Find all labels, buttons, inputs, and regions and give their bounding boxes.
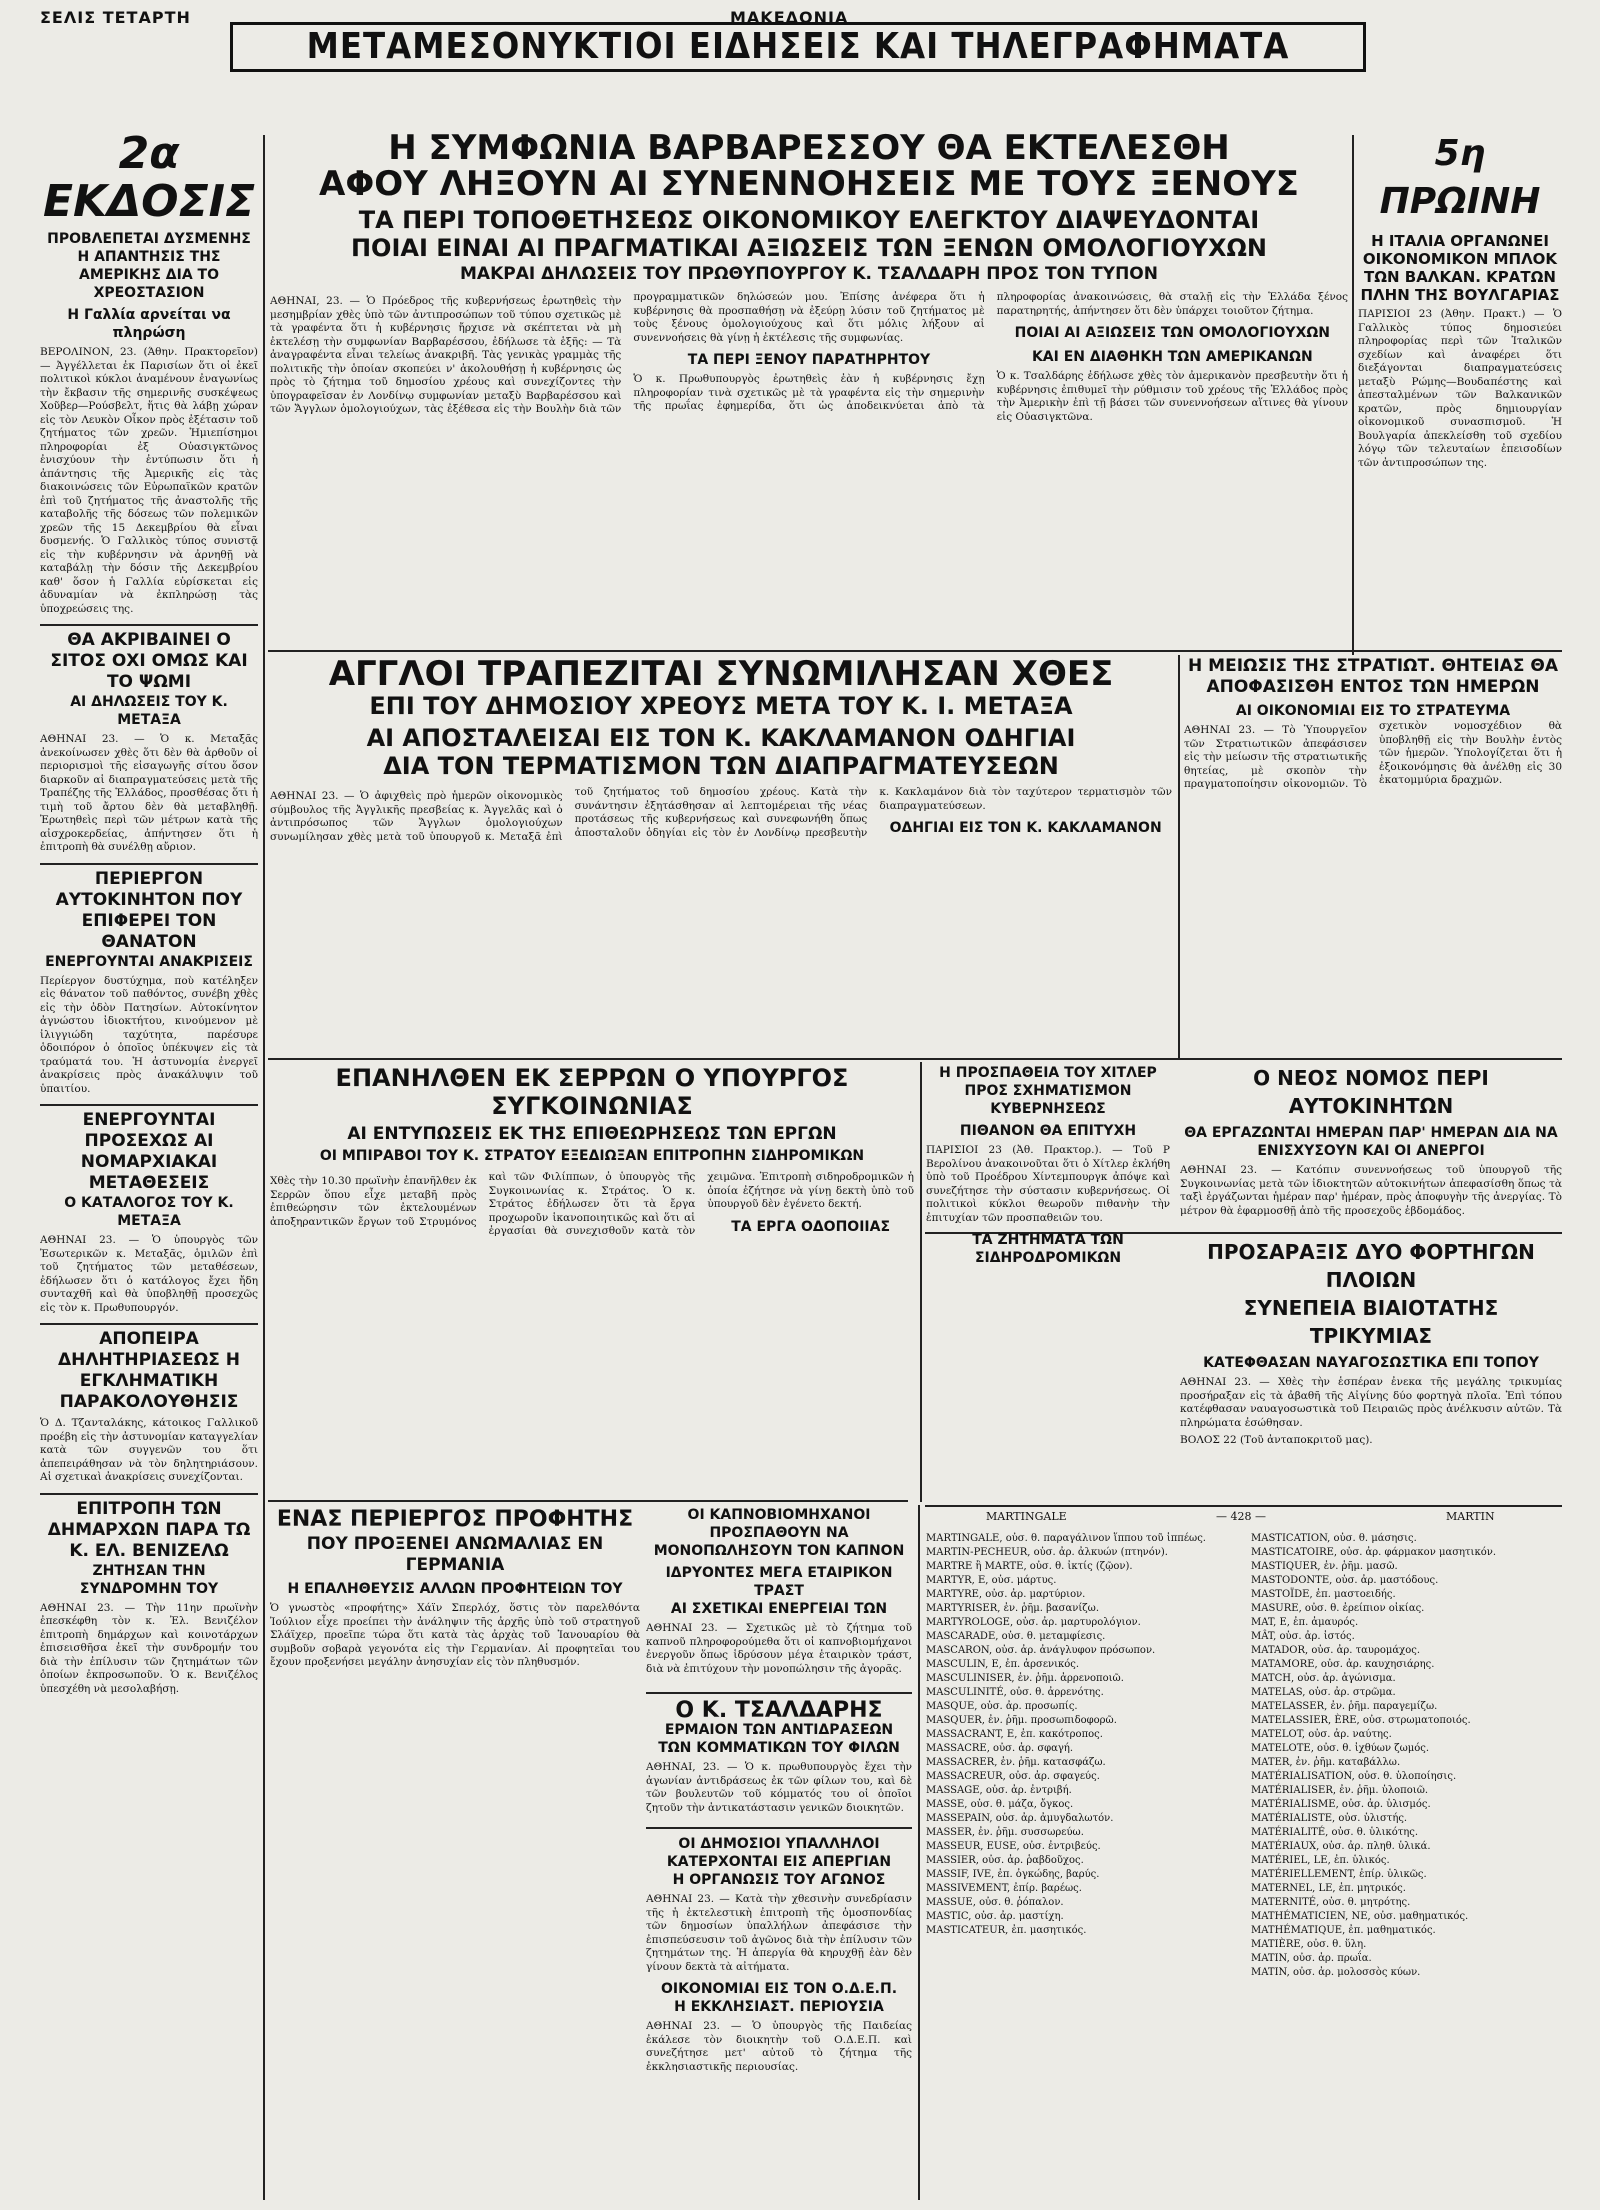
lead-subheadline: ΠΟΙΑΙ ΕΙΝΑΙ ΑΙ ΠΡΑΓΜΑΤΙΚΑΙ ΑΞΙΩΣΕΙΣ ΤΩΝ ΞΕΝΩΝ ΟΜΟΛΟΓΙΟΥΧΩΝ (350, 234, 1268, 262)
dictionary-entry: MASSUE, οὐσ. θ. ῥόπαλον. (926, 1897, 1064, 1908)
lead-headline: Η ΣΥΜΦΩΝΙΑ ΒΑΡΒΑΡΕΣΣΟΥ ΘΑ ΕΚΤΕΛΕΣΘΗ (388, 130, 1230, 168)
subheadline: ΘΑ ΕΡΓΑΖΩΝΤΑΙ ΗΜΕΡΑΝ ΠΑΡ' ΗΜΕΡΑΝ ΔΙΑ ΝΑ ΕΝΙΣΧΥΣΟΥΝ ΚΑΙ ΟΙ ΑΝΕΡΓΟΙ (1184, 1125, 1558, 1159)
dictionary-left-guide: MARTINGALE (986, 1510, 1067, 1523)
dictionary-header (926, 1510, 1562, 1528)
dictionary-entry: MASTICATOIRE, οὐσ. ἀρ. φάρμακον μασητικόν. (1251, 1547, 1496, 1558)
headline: ΣΥΝΕΠΕΙΑ ΒΙΑΙΟΤΑΤΗΣ ΤΡΙΚΥΜΙΑΣ (1243, 1296, 1499, 1348)
headline: ΕΝΕΡΓΟΥΝΤΑΙ ΠΡΟΣΕΧΩΣ ΑΙ ΝΟΜΑΡΧΙΑΚΑΙ ΜΕΤΑΘΕΣΕΙΣ (40, 1104, 258, 1194)
dictionary-entry: MATÉRIALISER, ἐν. ῥῆμ. ὑλοποιῶ. (1251, 1785, 1429, 1796)
dictionary-entry: MASSAGE, οὐσ. ἀρ. ἐντριβή. (926, 1785, 1072, 1796)
article-body: ΑΘΗΝΑΙ, 23. — Ὁ Πρόεδρος τῆς κυβερνήσεως ἐρωτηθεὶς τὴν μεσημβρίαν χθὲς ὑπὸ τῶν ἀντιπροσώπων τοῦ τύπου σχετικῶς μὲ τὰ γραφέντα ὅτι ἡ κυβέρνησις ἤρχισε νὰ σκέπτεται νὰ μὴ ἐκτελέσῃ τὴν συμφωνίαν Βαρβαρέσσου, ἐδήλωσε τὰ ἑξῆς: — Τὰ ἀναγραφέντα εἶναι τελείως ἀνακριβῆ. Τὰς γενικὰς γραμμὰς τῆς πολιτικῆς τὴν ὁποίαν σκοπεύει ν' ἀκολουθήσῃ ἡ κυβέρνησις ὡς πρὸς τὸ ζήτημα τοῦ δημοσίου χρέους καὶ συνεχίζοντες τὴν ὑπογραφεῖσαν ἐν Λονδίνῳ συμφωνίαν μεταξὺ Βαρβαρέσσου καὶ τῶν Ἄγγλων ὁμολογιούχων, τὰς ἐξέθεσα εἰς τὴν Βουλὴν διὰ τῶν προγραμματικῶν δηλώσεών μου. Ἐπίσης ἀνέφερα ὅτι ἡ κυβέρνησις θὰ προσπαθήσῃ νὰ ἐξεύρῃ λύσιν τοῦ ζητήματος μὲ τοὺς ξένους ὁμολογιούχους καὶ ὅτι μόλις λήξουν αἱ συνεννοήσεις θὰ γίνῃ ἡ ἐκτέλεσις τῆς συμφωνίας. (270, 291, 985, 415)
inset-headline: ΤΑ ΠΕΡΙ ΞΕΝΟΥ ΠΑΡΑΤΗΡΗΤΟΥ (687, 352, 931, 368)
column-rule (263, 135, 265, 2200)
article-body: Περίεργον δυστύχημα, ποὺ κατέληξεν εἰς θάνατον τοῦ παθόντος, συνέβη χθὲς εἰς τὴν ὁδὸν Πατησίων. Αὐτοκίνητον ἀγνώστου ἰδιοκτήτου, κινούμενον μὲ ἰλιγγιώδη ταχύτητα, παρέσυρε ὁδοιπόρον ὁ ὁποῖος ὑπέκυψεν εἰς τὰ τραύματά του. Ἡ ἀστυνομία ἐνεργεῖ ἀνακρίσεις πρὸς ἀνακάλυψιν τοῦ ὑπαιτίου. (40, 974, 258, 1095)
subheadline: ΕΡΜΑΙΟΝ ΤΩΝ ΑΝΤΙΔΡΑΣΕΩΝ ΤΩΝ ΚΟΜΜΑΤΙΚΩΝ ΤΟΥ ΦΙΛΩΝ (658, 1722, 900, 1756)
subheadline: Η Γαλλία αρνείται να πληρώση (67, 307, 231, 341)
dictionary-entry: MATÉRIALITÉ, οὐσ. θ. ὑλικότης. (1251, 1827, 1419, 1838)
inset-headline: ΠΟΙΑΙ ΑΙ ΑΞΙΩΣΕΙΣ ΤΩΝ ΟΜΟΛΟΓΙΟΥΧΩΝ (1014, 325, 1330, 341)
dictionary-page-number: — 428 — (1216, 1510, 1266, 1523)
article-body: Χθὲς τὴν 10.30 πρωϊνὴν ἐπανῆλθεν ἐκ Σερρῶν ὅπου εἶχε μεταβῆ πρὸς ἐπιθεώρησιν τῶν ἐκτελουμένων ἀποξηραντικῶν ἔργων τοῦ Στρυμόνος καὶ τῶν Φιλίππων, ὁ ὑπουργὸς τῆς Συγκοινωνίας κ. Στράτος. Ὁ κ. Στράτος ἐδήλωσεν ὅτι τὰ ἔργα προχωροῦν ἱκανοποιητικῶς καὶ ὅτι αἱ ἐργασίαι θὰ συνεχισθοῦν κατὰ τὸν χειμῶνα. Ἐπιτροπὴ σιδηροδρομικῶν ἡ ὁποία ἐζήτησε νὰ γίνῃ δεκτὴ ὑπὸ τοῦ ὑπουργοῦ δὲν ἐγένετο δεκτή. (270, 1171, 914, 1237)
headline: Η ΜΕΙΩΣΙΣ ΤΗΣ ΣΤΡΑΤΙΩΤ. ΘΗΤΕΙΑΣ ΘΑ ΑΠΟΦΑΣΙΣΘΗ ΕΝΤΟΣ ΤΩΝ ΗΜΕΡΩΝ (1188, 656, 1558, 697)
dictionary-entry: MASSIVEMENT, ἐπίρ. βαρέως. (926, 1883, 1082, 1894)
inset-headline: ΟΔΗΓΙΑΙ ΕΙΣ ΤΟΝ Κ. ΚΑΚΛΑΜΑΝΟΝ (889, 820, 1162, 836)
headline: Ο ΝΕΟΣ ΝΟΜΟΣ ΠΕΡΙ ΑΥΤΟΚΙΝΗΤΩΝ (1253, 1066, 1489, 1118)
hitler-story (926, 1064, 1170, 1496)
dictionary-entry: MARTYRISER, ἐν. ῥῆμ. βασανίζω. (926, 1603, 1099, 1614)
tobacco-story (646, 1506, 912, 2200)
dictionary-entry: MATELAS, οὐσ. ἀρ. στρῶμα. (1251, 1687, 1396, 1698)
headline: Ο Κ. ΤΣΑΛΔΑΡΗΣ (646, 1692, 912, 1721)
subheadline: ΑΙ ΣΧΕΤΙΚΑΙ ΕΝΕΡΓΕΙΑΙ ΤΩΝ (670, 1601, 888, 1617)
article-body: Ὁ Δ. Τζανταλάκης, κάτοικος Γαλλικοῦ προέβη εἰς τὴν ἀστυνομίαν καταγγελίαν κατὰ τῶν συγγενῶν του ὅτι ἀπεπειράθησαν νὰ τὸν δηλητηριάσουν. Αἱ σχετικαὶ ἀνακρίσεις συνεχίζονται. (40, 1417, 258, 1483)
section-rule (268, 1058, 1562, 1060)
dictionary-entry: MATELASSIER, ÈRE, οὐσ. στρωματοποιός. (1251, 1715, 1471, 1726)
dictionary-entry: MASTICATION, οὐσ. θ. μάσησις. (1251, 1533, 1417, 1544)
right-column (1358, 130, 1562, 650)
lead-subheadline: ΤΑ ΠΕΡΙ ΤΟΠΟΘΕΤΗΣΕΩΣ ΟΙΚΟΝΟΜΙΚΟΥ ΕΛΕΓΚΤΟΥ ΔΙΑΨΕΥΔΟΝΤΑΙ (358, 206, 1260, 234)
dictionary-entry: MASURE, οὐσ. θ. ἐρείπιον οἰκίας. (1251, 1603, 1425, 1614)
subheadline: ΙΔΡΥΟΝΤΕΣ ΜΕΓΑ ΕΤΑΙΡΙΚΟΝ ΤΡΑΣΤ (665, 1565, 893, 1599)
column-rule (918, 1505, 920, 2200)
dictionary-entry: MASSER, ἐν. ῥῆμ. συσσωρεύω. (926, 1827, 1084, 1838)
section-rule (268, 1500, 908, 1502)
subheadline: ΔΙΑ ΤΟΝ ΤΕΡΜΑΤΙΣΜΟΝ ΤΩΝ ΔΙΑΠΡΑΓΜΑΤΕΥΣΕΩΝ (383, 752, 1059, 780)
dictionary-entry: MASCULINISER, ἐν. ῥῆμ. ἀρρενοποιῶ. (926, 1673, 1124, 1684)
article-body: ΒΕΡΟΛΙΝΟΝ, 23. (Άθην. Πρακτορεῖον) — Ἀγγέλλεται ἐκ Παρισίων ὅτι οἱ ἐκεῖ πολιτικοὶ κύκλοι ἀναμένουν ἐναγωνίως τὴν ἔκβασιν τῆς σημερινῆς συσκέψεως Χοῦβερ—Ρούσβελτ, ἥτις θὰ λάβῃ χώραν εἰς τὸν Λευκὸν Οἶκον πρὸς ἐξέτασιν τοῦ ζητήματος τῶν χρεῶν. Ἡμιεπίσημοι πληροφορίαι ἐξ Οὐασιγκτῶνος ἐνισχύουν τὴν ἐντύπωσιν ὅτι ἡ ἀπάντησις τῆς Ἀμερικῆς εἰς τὰς διακοινώσεις τῶν Εὐρωπαϊκῶν κρατῶν ἐπὶ τοῦ ζητήματος τῆς ἀναστολῆς τῆς καταβολῆς τῆς δόσεως τῶν πολεμικῶν χρεῶν τῆς 15 Δεκεμβρίου θὰ εἶναι δυσμενής. Ὁ Γαλλικὸς τύπος συνιστᾷ εἰς τὴν κυβέρνησιν νὰ ἀρνηθῇ νὰ καταβάλῃ τὴν δόσιν τῆς Δεκεμβρίου καθ' ὅσον ἡ Γαλλία εὑρίσκεται εἰς ἀδυναμίαν νὰ ἐκπληρώσῃ τὰς ὑποχρεώσεις της. (40, 346, 258, 615)
dictionary-entry: MATAMORE, οὐσ. ἀρ. καυχησιάρης. (1251, 1659, 1435, 1670)
dictionary-entry: MARTYR, E, οὐσ. μάρτυς. (926, 1575, 1057, 1586)
dictionary-entry: MASSE, οὐσ. θ. μάζα, ὄγκος. (926, 1799, 1074, 1810)
headline: ΕΠΑΝΗΛΘΕΝ ΕΚ ΣΕΡΡΩΝ Ο ΥΠΟΥΡΓΟΣ ΣΥΓΚΟΙΝΩΝΙΑΣ (335, 1064, 849, 1120)
headline: Η ΠΡΟΣΠΑΘΕΙΑ ΤΟΥ ΧΙΤΛΕΡ ΠΡΟΣ ΣΧΗΜΑΤΙΣΜΟΝ ΚΥΒΕΡΝΗΣΕΩΣ (939, 1065, 1157, 1117)
dictionary-entry: MASSEPAIN, οὐσ. ἀρ. ἀμυγδαλωτόν. (926, 1813, 1114, 1824)
dictionary-entry: MASSACREUR, οὐσ. ἀρ. σφαγεύς. (926, 1771, 1100, 1782)
dictionary-entry: MASTIC, οὐσ. ἀρ. μαστίχη. (926, 1911, 1064, 1922)
edition-label: 5η ΠΡΩΙΝΗ (1379, 133, 1541, 222)
article-body: Ὁ γνωστὸς «προφήτης» Χάϊν Σπερλόχ, ὅστις τὸν παρελθόντα Ἰούλιον εἶχε προείπει τὴν ἀνάληψιν τῆς ἀρχῆς ὑπὸ τοῦ στρατηγοῦ Σλάϊχερ, προεῖπε τώρα ὅτι κατὰ τὰς ἀρχὰς τοῦ Ἰανουαρίου θὰ συμβοῦν σοβαρὰ γεγονότα εἰς τὴν Γερμανίαν. Αἱ προφητεῖαι του ἔχουν προξενήσει μεγάλην ἀνησυχίαν εἰς τὸν πληθυσμόν. (270, 1602, 640, 1668)
left-column (40, 130, 258, 2200)
dictionary-entry: MASQUE, οὐσ. ἀρ. προσωπίς. (926, 1701, 1078, 1712)
minister-columns (270, 1171, 914, 1239)
dictionary-entry: MASSACRANT, E, ἐπ. κακότροπος. (926, 1729, 1103, 1740)
dictionary-entry: MATIÈRE, οὐσ. θ. ὕλη. (1251, 1939, 1367, 1950)
dictionary-entry: MASTOÏDE, ἐπ. μαστοειδής. (1251, 1589, 1396, 1600)
dictionary-entry: MASSEUR, EUSE, οὐσ. ἐντριβεύς. (926, 1841, 1101, 1852)
subheadline: Η ΟΡΓΑΝΩΣΙΣ ΤΟΥ ΑΓΩΝΟΣ (672, 1872, 886, 1888)
headline: ΘΑ ΑΚΡΙΒΑΙΝΕΙ Ο ΣΙΤΟΣ ΟΧΙ ΟΜΩΣ ΚΑΙ ΤΟ ΨΩΜΙ (40, 624, 258, 693)
dictionary-entry: MARTYROLOGE, οὐσ. ἀρ. μαρτυρολόγιον. (926, 1617, 1141, 1628)
article-body: ΑΘΗΝΑΙ 23. — Τὴν 11ην πρωϊνὴν ἐπεσκέφθη τὸν κ. Ἐλ. Βενιζέλον ἐπιτροπὴ δημάρχων καὶ κοινοτάρχων ἐπισεισθῆσα ἐκεῖ τὴν συνδρομήν του διὰ τὴν ἐπίλυσιν τῶν ζητημάτων τῶν ὁποίων ἐκπροσωποῦν. Ὁ κ. Βενιζέλος ὑπεσχέθη νὰ μεσολαβήσῃ. (40, 1601, 258, 1695)
article-body: ΑΘΗΝΑΙ 23. — Ὁ ὑπουργὸς τῶν Ἐσωτερικῶν κ. Μεταξᾶς, ὁμιλῶν ἐπὶ τοῦ ζητήματος τῶν μεταθέσεων, ἐδήλωσεν ὅτι ὁ κατάλογος ἔχει ἤδη συνταχθῆ καὶ θὰ ὑποβληθῇ προσεχῶς εἰς τὸν κ. Πρωθυπουργόν. (40, 1234, 258, 1314)
headline: ΠΡΟΣΑΡΑΞΙΣ ΔΥΟ ΦΟΡΤΗΓΩΝ ΠΛΟΙΩΝ (1207, 1240, 1535, 1292)
dictionary-entry: MASQUER, ἐν. ῥῆμ. προσωπιδοφορῶ. (926, 1715, 1117, 1726)
dictionary-entry: MASCARADE, οὐσ. θ. μεταμφίεσις. (926, 1631, 1106, 1642)
column-rule (1178, 655, 1180, 1060)
dictionary-columns (926, 1532, 1562, 1980)
dictionary-entry: MATELOTE, οὐσ. θ. ἰχθύων ζωμός. (1251, 1743, 1430, 1754)
subheadline: Η ΕΚΚΛΗΣΙΑΣΤ. ΠΕΡΙΟΥΣΙΑ (674, 1999, 884, 2015)
dictionary-entry: MASSACRER, ἐν. ῥῆμ. κατασφάζω. (926, 1757, 1106, 1768)
article-body: ΑΘΗΝΑΙ 23. — Τὸ Ὑπουργεῖον τῶν Στρατιωτικῶν ἀπεφάσισεν εἰς τὴν μείωσιν τῆς στρατιωτικῆς θητείας, μὲ σκοπὸν τὴν πραγματοποίησιν οἰκονομιῶν. Τὸ σχετικὸν νομοσχέδιον θὰ ὑποβληθῇ εἰς τὴν Βουλὴν ἐντὸς τῶν ἡμερῶν. Ὑπολογίζεται ὅτι ἡ ἐξοικονόμησις θὰ ἀνέλθῃ εἰς 30 ἑκατομμύρια δραχμῶν. (1184, 720, 1562, 790)
dictionary-entry: MÂT, οὐσ. ἀρ. ἱστός. (1251, 1631, 1355, 1642)
dictionary-entry: MATERNEL, LE, ἐπ. μητρικός. (1251, 1883, 1406, 1894)
headline: ΕΠΙ ΤΟΥ ΔΗΜΟΣΙΟΥ ΧΡΕΟΥΣ ΜΕΤΑ ΤΟΥ Κ. Ι. ΜΕΤΑΞΑ (369, 692, 1073, 720)
minister-story (270, 1064, 914, 1496)
article-body: ΑΘΗΝΑΙ 23. — Κατὰ τὴν χθεσινὴν συνεδρίασιν τῆς ἡ ἐκτελεστικὴ ἐπιτροπὴ τῆς ὁμοσπονδίας τῶν δημοσίων ὑπαλλήλων ἀπεφάσισε τὴν ἐπισπεύσευσιν τοῦ ἀγῶνος διὰ τὴν ἐπίλυσιν τῶν ζητημάτων της. Ἡ ἀπεργία θὰ κηρυχθῇ ἐὰν δὲν γίνουν δεκτὰ τὰ αἰτήματα. (646, 1893, 912, 1973)
headline: ΟΙ ΔΗΜΟΣΙΟΙ ΥΠΑΛΛΗΛΟΙ ΚΑΤΕΡΧΟΝΤΑΙ ΕΙΣ ΑΠΕΡΓΙΑΝ (646, 1827, 912, 1871)
dictionary-entry: MATÉRIALISTE, οὐσ. ὑλιστής. (1251, 1813, 1408, 1824)
dictionary-entry: MASSIF, IVE, ἐπ. ὀγκώδης, βαρύς. (926, 1869, 1100, 1880)
article-body: Ὁ κ. Τσαλδάρης ἐδήλωσε χθὲς τὸν ἀμερικανὸν πρεσβευτὴν ὅτι ἡ κυβέρνησις ἐπιθυμεῖ τὴν ρύθμισιν τοῦ χρέους τῆς Ἑλλάδος πρὸς τὴν Ἀμερικὴν ἐπὶ τῇ βάσει τῶν συνεννοήσεων αἵτινες θὰ γίνουν εἰς Οὐασιγκτῶνα. (996, 370, 1348, 423)
dictionary-entry: MASTICATEUR, ἐπ. μασητικός. (926, 1925, 1087, 1936)
dictionary-entry: MASSIER, οὐσ. ἀρ. ῥαβδοῦχος. (926, 1855, 1084, 1866)
dictionary-entry: MATÉRIELLEMENT, ἐπίρ. ὑλικῶς. (1251, 1869, 1427, 1880)
dictionary-right-guide: MARTIN (1446, 1510, 1495, 1523)
subheadline: Η ΕΠΑΛΗΘΕΥΣΙΣ ΑΛΛΩΝ ΠΡΟΦΗΤΕΙΩΝ ΤΟΥ (287, 1581, 623, 1597)
article-body: ΑΘΗΝΑΙ 23. — Σχετικῶς μὲ τὸ ζήτημα τοῦ καπνοῦ πληροφορούμεθα ὅτι οἱ καπνοβιομήχανοι ἐνεργοῦν ὅπως ἱδρύσουν μέγα ἑταιρικὸν τράστ, διὰ νὰ ἐπιτύχουν τὴν μονοπώλησιν τῆς ἀγορᾶς. (646, 1622, 912, 1675)
dictionary-entry: MASCULINITÉ, οὐσ. θ. ἀρρενότης. (926, 1687, 1104, 1698)
dictionary-column (1251, 1532, 1562, 1980)
headline: ΠΡΟΒΛΕΠΕΤΑΙ ΔΥΣΜΕΝΗΣ Η ΑΠΑΝΤΗΣΙΣ ΤΗΣ ΑΜΕΡΙΚΗΣ ΔΙΑ ΤΟ ΧΡΕΟΣΤΑΣΙΟΝ (47, 231, 251, 301)
subheadline: ΑΙ ΑΠΟΣΤΑΛΕΙΣΑΙ ΕΙΣ ΤΟΝ Κ. ΚΑΚΛΑΜΑΝΟΝ ΟΔΗΓΙΑΙ (366, 724, 1076, 752)
lead-story (270, 130, 1348, 648)
dictionary-page (926, 1510, 1562, 2200)
army-story (1184, 656, 1562, 1054)
section-rule (268, 650, 1562, 652)
column-rule (1352, 135, 1354, 655)
dictionary-entry: MATERNITÉ, οὐσ. θ. μητρότης. (1251, 1897, 1411, 1908)
bankers-story (270, 656, 1172, 1054)
dictionary-entry: MAT, E, ἐπ. ἀμαυρός. (1251, 1617, 1359, 1628)
dictionary-entry: MATHÉMATICIEN, NE, οὐσ. μαθηματικός. (1251, 1911, 1469, 1922)
dictionary-entry: MATELASSER, ἐν. ῥῆμ. παραγεμίζω. (1251, 1701, 1438, 1712)
article-body: ΑΘΗΝΑΙ 23. — Χθὲς τὴν ἑσπέραν ἐνεκα τῆς μεγάλης τρικυμίας προσήραξαν εἰς τὰ ἀβαθῆ τῆς Αἰγίνης δύο φορτηγὰ πλοῖα. Ἐπὶ τόπου κατέφθασαν ναυαγοσωστικὰ τοῦ Πειραιῶς πρὸς ἀνέλκυσιν αὐτῶν. Τὰ πληρώματα ἐσώθησαν. (1180, 1376, 1562, 1429)
army-columns (1184, 720, 1562, 792)
paper-name: ΜΑΚΕΔΟΝΙΑ (730, 8, 849, 27)
dictionary-entry: MATCH, οὐσ. ἀρ. ἀγώνισμα. (1251, 1673, 1396, 1684)
subheadline: ΑΙ ΟΙΚΟΝΟΜΙΑΙ ΕΙΣ ΤΟ ΣΤΡΑΤΕΥΜΑ (1235, 703, 1511, 719)
subheadline: Ο ΚΑΤΑΛΟΓΟΣ ΤΟΥ Κ. ΜΕΤΑΞΑ (64, 1195, 234, 1229)
article-body: Ὁ κ. Πρωθυπουργὸς ἐρωτηθεὶς ἐὰν ἡ κυβέρνησις ἔχῃ πληροφορίαν τινὰ σχετικῶς μὲ τὰ γραφέντα εἰς τὴν σημερινὴν τῆς πρωΐας ἐφημερίδα, ὅτι ὡς ἀποδεικνύεται ἀπὸ τὰ πληροφορίας ἀνακοινώσεις, θὰ σταλῇ εἰς τὴν Ἑλλάδα ξένος παρατηρητής, ἀπήντησεν ὅτι δὲν ὑπάρχει τοιοῦτον ζήτημα. (633, 291, 1348, 412)
subheadline: ΕΝΕΡΓΟΥΝΤΑΙ ΑΝΑΚΡΙΣΕΙΣ (45, 953, 253, 970)
lead-columns (270, 291, 1348, 424)
dictionary-entry: MATELOT, οὐσ. ἀρ. ναύτης. (1251, 1729, 1392, 1740)
bankers-columns (270, 786, 1172, 844)
article-body: ΑΘΗΝΑΙ 23. — Κατόπιν συνεννοήσεως τοῦ ὑπουργοῦ τῆς Συγκοινωνίας μετὰ τῶν ἰδιοκτητῶν αὐτοκινήτων ἀπεφασίσθη ὅπως τὰ ταξὶ ἐργάζωνται ἡμέραν παρ' ἡμέραν, πρὸς ἀποφυγὴν τῆς ἀνεργίας. Τὸ μέτρον θὰ ἐφαρμοσθῇ ἀπὸ τῆς προσεχοῦς ἑβδομάδος. (1180, 1164, 1562, 1217)
article-body: ΑΘΗΝΑΙ 23. — Ὁ κ. Μεταξᾶς ἀνεκοίνωσεν χθὲς ὅτι δὲν θὰ ἀρθοῦν οἱ περιορισμοὶ τῆς εἰσαγωγῆς σίτου ὅσον διαρκοῦν αἱ διαπραγματεύσεις μετὰ τῆς Τραπέζης τῆς Ἑλλάδος, προσθέσας ὅτι ἡ τιμὴ τοῦ ἄρτου δὲν θὰ μεταβληθῇ. Ἐρωτηθεὶς περὶ τῶν μέτρων κατὰ τῆς αἰσχροκερδείας, ἀπήντησεν ὅτι ἡ ἐπιτροπὴ θὰ συνέλθῃ αὔριον. (40, 733, 258, 853)
dictionary-entry: MASSACRE, οὐσ. ἀρ. σφαγή. (926, 1743, 1074, 1754)
dictionary-entry: MATIN, οὐσ. ἀρ. πρωΐα. (1251, 1953, 1372, 1964)
article-body: ΠΑΡΙΣΙΟΙ 23 (Ἀθην. Πρακτ.) — Ὁ Γαλλικὸς τύπος δημοσιεύει πληροφορίας περὶ τῶν Ἰταλικῶν σχεδίων καὶ ἀναφέρει ὅτι διεξάγονται διαπραγματεύσεις μεταξὺ Ρώμης—Βουδαπέστης καὶ ἀπεσταλμένων τῶν Βαλκανικῶν κρατῶν, πρὸς δημιουργίαν οἰκονομικοῦ συνασπισμοῦ. Ἡ Βουλγαρία ἀπεκλείσθη τοῦ σχεδίου λόγῳ τῶν τελευταίων ἐπεισοδίων τῶν ἀντιπροσώπων της. (1358, 308, 1562, 469)
dictionary-entry: MARTINGALE, οὐσ. θ. παραγάλινον ἵππου τοῦ ἱππέως. (926, 1533, 1206, 1544)
section-rule (925, 1505, 1562, 1507)
dictionary-entry: MATÉRIALISATION, οὐσ. θ. ὑλοποίησις. (1251, 1771, 1457, 1782)
dictionary-entry: MARTRE ἢ MARTE, οὐσ. θ. ἰκτίς (ζῷον). (926, 1561, 1133, 1572)
dictionary-entry: MASTODONTE, οὐσ. ἀρ. μαστόδους. (1251, 1575, 1439, 1586)
dictionary-entry: MATADOR, οὐσ. ἀρ. ταυρομάχος. (1251, 1645, 1421, 1656)
article-body: ΑΘΗΝΑΙ 23. — Ὁ ἀφιχθεὶς πρὸ ἡμερῶν οἰκονομικὸς σύμβουλος τῆς Ἀγγλικῆς πρεσβείας κ. Ἀγγελᾶς καὶ ὁ ἀντιπρόσωπος τῶν Ἄγγλων ὁμολογιούχων συνωμίλησαν χθὲς μετὰ τοῦ ὑπουργοῦ κ. Μεταξᾶ ἐπὶ τοῦ ζητήματος τοῦ δημοσίου χρέους. Κατὰ τὴν συνάντησιν ἐξητάσθησαν αἱ λεπτομέρειαι τῆς νέας προτάσεως τῆς κυβερνήσεως καὶ συνεφωνήθη ὅπως ἀποσταλοῦν ὁδηγίαι εἰς τὸν ἐν Λονδίνῳ πρεσβευτὴν κ. Κακλαμάνον διὰ τὸν ταχύτερον τερματισμὸν τῶν διαπραγματεύσεων. (270, 786, 1172, 843)
dictionary-entry: MARTYRE, οὐσ. ἀρ. μαρτύριον. (926, 1589, 1086, 1600)
inset-headline: ΤΑ ΕΡΓΑ ΟΔΟΠΟΙΙΑΣ (731, 1218, 891, 1235)
inset-headline: ΚΑΙ ΕΝ ΔΙΑΘΗΚΗ ΤΩΝ ΑΜΕΡΙΚΑΝΩΝ (1031, 349, 1313, 365)
subheadline: ΑΙ ΔΗΛΩΣΕΙΣ ΤΟΥ Κ. ΜΕΤΑΞΑ (70, 694, 228, 728)
article-body: ΠΑΡΙΣΙΟΙ 23 (Ἀθ. Πρακτορ.). — Τοῦ Ρ Βερολίνου ἀνακοινοῦται ὅτι ὁ Χίτλερ ἐκλήθη ὑπὸ τοῦ Προέδρου Χίντεμπουργκ ἀπόψε καὶ συνεζήτησε τὴν σύστασιν κυβερνήσεως. Οἱ πολιτικοὶ κύκλοι θεωροῦν πιθανὴν τὴν ἐπιτυχίαν τῶν προσπαθειῶν του. (926, 1144, 1170, 1224)
section-banner: ΜΕΤΑΜΕΣΟΝΥΚΤΙΟΙ ΕΙΔΗΣΕΙΣ ΚΑΙ ΤΗΛΕΓΡΑΦΗΜΑΤΑ (230, 22, 1366, 72)
headline: Η ΙΤΑΛΙΑ ΟΡΓΑΝΩΝΕΙ ΟΙΚΟΝΟΜΙΚΟΝ ΜΠΛΟΚ ΤΩΝ ΒΑΛΚΑΝ. ΚΡΑΤΩΝ ΠΛΗΝ ΤΗΣ ΒΟΥΛΓΑΡΙΑΣ (1360, 232, 1560, 304)
subheadline: ΟΙ ΜΠΙΡΑΒΟΙ ΤΟΥ Κ. ΣΤΡΑΤΟΥ ΕΞΕΔΙΩΞΑΝ ΕΠΙΤΡΟΠΗΝ ΣΙΔΗΡΟΜΙΚΩΝ (319, 1148, 865, 1164)
dictionary-entry: MATÉRIAUX, οὐσ. ἀρ. πληθ. ὑλικά. (1251, 1841, 1431, 1852)
lead-subheadline: ΜΑΚΡΑΙ ΔΗΛΩΣΕΙΣ ΤΟΥ ΠΡΩΘΥΠΟΥΡΓΟΥ Κ. ΤΣΑΛΔΑΡΗ ΠΡΟΣ ΤΟΝ ΤΥΠΟΝ (460, 264, 1158, 284)
dictionary-entry: MASTIQUER, ἐν. ῥῆμ. μασῶ. (1251, 1561, 1398, 1572)
dictionary-entry: MATHÉMATIQUE, ἐπ. μαθηματικός. (1251, 1925, 1436, 1936)
subheadline: ΚΑΤΕΦΘΑΣΑΝ ΝΑΥΑΓΟΣΩΣΤΙΚΑ ΕΠΙ ΤΟΠΟΥ (1203, 1355, 1539, 1371)
edition-label: 2α ΕΚΔΟΣΙΣ (42, 130, 256, 227)
dictionary-column (926, 1532, 1237, 1980)
article-body: ΑΘΗΝΑΙ 23. — Ὁ ὑπουργὸς τῆς Παιδείας ἐκάλεσε τὸν διοικητὴν τοῦ Ο.Δ.Ε.Π. καὶ συνεζήτησε μετ' αὐτοῦ τὸ ζήτημα τῆς ἐκκλησιαστικῆς περιουσίας. (646, 2020, 912, 2073)
headline: ΠΕΡΙΕΡΓΟΝ ΑΥΤΟΚΙΝΗΤΟΝ ΠΟΥ ΕΠΙΦΕΡΕΙ ΤΟΝ ΘΑΝΑΤΟΝ (40, 863, 258, 953)
lead-headline: ΑΦΟΥ ΛΗΞΟΥΝ ΑΙ ΣΥΝΕΝΝΟΗΣΕΙΣ ΜΕ ΤΟΥΣ ΞΕΝΟΥΣ (319, 164, 1299, 204)
wreck-story (1180, 1238, 1562, 1500)
dictionary-entry: MATÉRIEL, LE, ἐπ. ὑλικός. (1251, 1855, 1390, 1866)
dateline: ΒΟΛΟΣ 22 (Τοῦ ἀνταποκριτοῦ μας). (1180, 1434, 1373, 1446)
headline: ΕΝΑΣ ΠΕΡΙΕΡΓΟΣ ΠΡΟΦΗΤΗΣ (276, 1507, 634, 1532)
column-rule (920, 1062, 922, 1502)
subheadline: ΠΙΘΑΝΟΝ ΘΑ ΕΠΙΤΥΧΗ (959, 1123, 1137, 1139)
dictionary-entry: MASCULIN, E, ἐπ. ἀρσενικός. (926, 1659, 1080, 1670)
headline: ΟΙ ΚΑΠΝΟΒΙΟΜΗΧΑΝΟΙ ΠΡΟΣΠΑΘΟΥΝ ΝΑ ΜΟΝΟΠΩΛΗΣΟΥΝ ΤΟΝ ΚΑΠΝΟΝ (653, 1507, 905, 1559)
dictionary-entry: MATER, ἐν. ῥῆμ. καταβάλλω. (1251, 1757, 1401, 1768)
dictionary-entry: MASCARON, οὐσ. ἀρ. ἀνάγλυφον πρόσωπον. (926, 1645, 1156, 1656)
dictionary-entry: MATIN, οὐσ. ἀρ. μολοσσὸς κύων. (1251, 1967, 1421, 1978)
prophet-story (270, 1506, 640, 2200)
subheadline: ΟΙΚΟΝΟΜΙΑΙ ΕΙΣ ΤΟΝ Ο.Δ.Ε.Π. (660, 1981, 898, 1997)
headline: ΑΓΓΛΟΙ ΤΡΑΠΕΖΙΤΑΙ ΣΥΝΩΜΙΛΗΣΑΝ ΧΘΕΣ (328, 656, 1114, 694)
inset-headline: ΤΑ ΖΗΤΗΜΑΤΑ ΤΩΝ ΣΙΔΗΡΟΔΡΟΜΙΚΩΝ (972, 1232, 1124, 1266)
headline: ΕΠΙΤΡΟΠΗ ΤΩΝ ΔΗΜΑΡΧΩΝ ΠΑΡΑ ΤΩ Κ. ΕΛ. ΒΕΝΙΖΕΛΩ (40, 1493, 258, 1562)
headline: ΑΠΟΠΕΙΡΑ ΔΗΛΗΤΗΡΙΑΣΕΩΣ Η ΕΓΚΛΗΜΑΤΙΚΗ ΠΑΡΑΚΟΛΟΥΘΗΣΙΣ (40, 1323, 258, 1413)
dictionary-entry: MATÉRIALISME, οὐσ. ἀρ. ὑλισμός. (1251, 1799, 1431, 1810)
headline: ΠΟΥ ΠΡΟΞΕΝΕΙ ΑΝΩΜΑΛΙΑΣ ΕΝ ΓΕΡΜΑΝΙΑ (306, 1534, 604, 1575)
dictionary-entry: MARTIN-PECHEUR, οὐσ. ἀρ. ἀλκυών (πτηνόν). (926, 1547, 1168, 1558)
subheadline: ΖΗΤΗΣΑΝ ΤΗΝ ΣΥΝΔΡΟΜΗΝ ΤΟΥ (79, 1562, 219, 1597)
subheadline: ΑΙ ΕΝΤΥΠΩΣΕΙΣ ΕΚ ΤΗΣ ΕΠΙΘΕΩΡΗΣΕΩΣ ΤΩΝ ΕΡΓΩΝ (347, 1124, 837, 1144)
article-body: ΑΘΗΝΑΙ, 23. — Ὁ κ. πρωθυπουργὸς ἔχει τὴν ἀγωνίαν ἀντιδράσεως ἐκ τῶν φίλων του, καὶ δὲ τῶν βουλευτῶν τοῦ κόμματός του οἱ ὁποῖοι ζητοῦν τὴν ἀντικατάστασιν γενικῶν διοικητῶν. (646, 1761, 912, 1814)
cars-story (1180, 1064, 1562, 1229)
section-label: ΣΕΛΙΣ ΤΕΤΑΡΤΗ (40, 8, 191, 27)
